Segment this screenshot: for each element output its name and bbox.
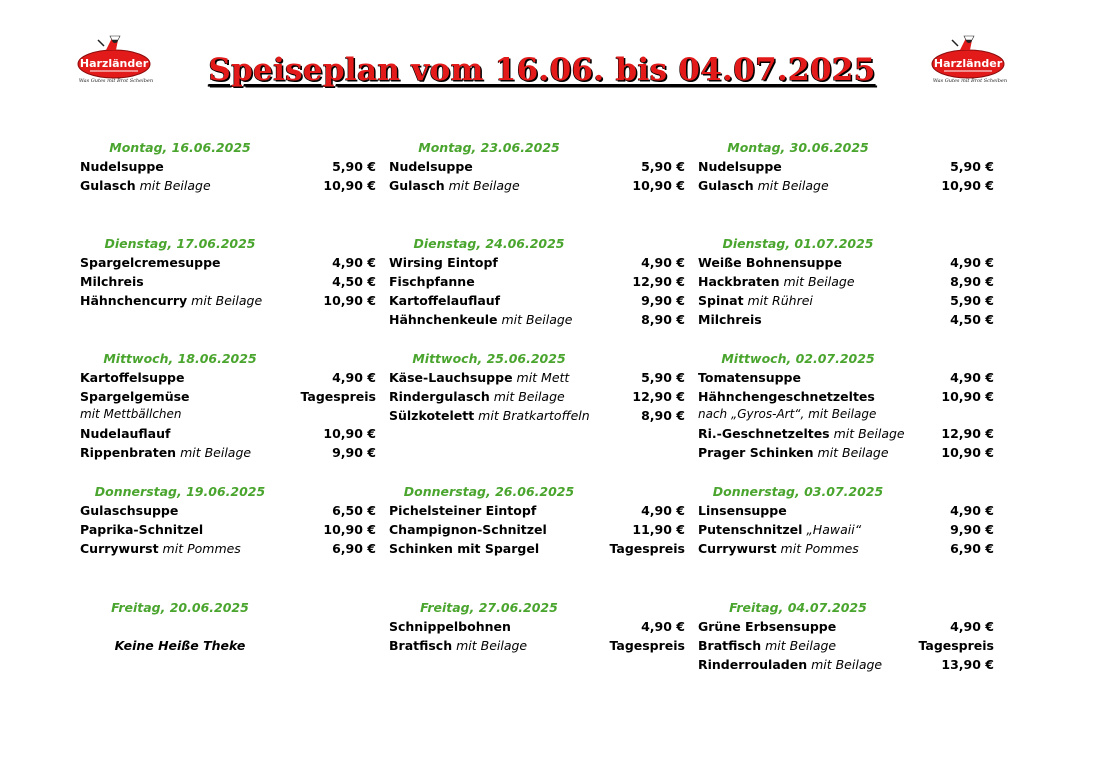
dish-name: Kartoffelauflauf xyxy=(389,293,501,308)
page-title: Speiseplan vom 16.06. bis 04.07.2025 xyxy=(208,52,876,88)
dish-price: 5,90 € xyxy=(641,159,685,174)
dish-description: mit Beilage xyxy=(497,312,573,327)
menu-item xyxy=(389,370,685,389)
menu-item xyxy=(698,159,994,178)
day-heading: Mittwoch, 18.06.2025 xyxy=(103,351,257,366)
logo-brand-text: Harzländer xyxy=(79,57,149,70)
menu-item xyxy=(698,389,994,408)
dish-name: Hähnchengeschnetzeltes xyxy=(698,389,875,404)
dish-price: 11,90 € xyxy=(632,522,685,537)
dish-name: Rindergulasch mit Beilage xyxy=(389,389,565,404)
dish-price: 10,90 € xyxy=(941,389,994,404)
menu-item xyxy=(698,255,994,274)
menu-item xyxy=(80,541,376,560)
menu-item xyxy=(80,389,376,408)
dish-name: Linsensuppe xyxy=(698,503,787,518)
menu-item xyxy=(80,255,376,274)
dish-name: Hackbraten mit Beilage xyxy=(698,274,855,289)
dish-price: 12,90 € xyxy=(941,426,994,441)
dish-name: Ri.-Geschnetzeltes mit Beilage xyxy=(698,426,905,441)
menu-item xyxy=(389,408,685,427)
day-heading: Dienstag, 01.07.2025 xyxy=(722,236,874,251)
day-heading: Dienstag, 17.06.2025 xyxy=(104,236,256,251)
dish-name: Wirsing Eintopf xyxy=(389,255,498,270)
dish-name: Nudelsuppe xyxy=(80,159,164,174)
menu-item xyxy=(389,255,685,274)
dish-name: Hähnchencurry mit Beilage xyxy=(80,293,263,308)
menu-item xyxy=(389,503,685,522)
dish-price: 13,90 € xyxy=(941,657,994,672)
menu-item xyxy=(698,293,994,312)
dish-description: mit Beilage xyxy=(444,178,520,193)
dish-name: Nudelsuppe xyxy=(389,159,473,174)
logo-tagline: Was Gutes mit Brot Scheiben xyxy=(932,78,1008,84)
day-heading: Dienstag, 24.06.2025 xyxy=(413,236,565,251)
menu-item xyxy=(389,159,685,178)
dish-price: 12,90 € xyxy=(632,389,685,404)
dish-price: 10,90 € xyxy=(323,293,376,308)
dish-description: mit Beilage xyxy=(135,178,211,193)
dish-name: Sülzkotelett mit Bratkartoffeln xyxy=(389,408,590,423)
logo-tagline: Was Gutes mit Brot Scheiben xyxy=(78,78,154,84)
menu-item xyxy=(389,389,685,408)
day-heading: Montag, 16.06.2025 xyxy=(109,140,251,155)
dish-price: 10,90 € xyxy=(323,426,376,441)
dish-description: mit Beilage xyxy=(779,274,855,289)
dish-description: mit Bratkartoffeln xyxy=(474,408,590,423)
menu-item xyxy=(698,178,994,197)
dish-price: 6,50 € xyxy=(332,503,376,518)
dish-description: mit Beilage xyxy=(753,178,829,193)
menu-item xyxy=(698,426,994,445)
dish-subline: mit Mettbällchen xyxy=(80,407,182,421)
menu-item xyxy=(698,312,994,331)
menu-item xyxy=(389,522,685,541)
dish-price: 4,90 € xyxy=(641,503,685,518)
dish-price: 5,90 € xyxy=(950,159,994,174)
dish-name: Nudelauflauf xyxy=(80,426,171,441)
dish-name: Fischpfanne xyxy=(389,274,475,289)
dish-name: Hähnchenkeule mit Beilage xyxy=(389,312,573,327)
dish-price: 8,90 € xyxy=(641,312,685,327)
dish-name: Currywurst mit Pommes xyxy=(698,541,859,556)
day-heading: Donnerstag, 03.07.2025 xyxy=(712,484,884,499)
menu-item xyxy=(389,638,685,657)
dish-price: 4,90 € xyxy=(950,619,994,634)
dish-price: 9,90 € xyxy=(950,522,994,537)
menu-item xyxy=(698,541,994,560)
dish-price: 6,90 € xyxy=(332,541,376,556)
dish-name: Milchreis xyxy=(80,274,144,289)
dish-name: Nudelsuppe xyxy=(698,159,782,174)
dish-description: mit Beilage xyxy=(761,638,837,653)
dish-price: 5,90 € xyxy=(950,293,994,308)
dish-price: 10,90 € xyxy=(632,178,685,193)
dish-description: mit Beilage xyxy=(489,389,565,404)
menu-item xyxy=(698,619,994,638)
menu-item xyxy=(698,522,994,541)
dish-name: Grüne Erbsensuppe xyxy=(698,619,837,634)
dish-price: 10,90 € xyxy=(323,522,376,537)
menu-item xyxy=(698,503,994,522)
dish-name: Champignon-Schnitzel xyxy=(389,522,547,537)
dish-price: 4,90 € xyxy=(950,503,994,518)
dish-name: Currywurst mit Pommes xyxy=(80,541,241,556)
menu-item xyxy=(80,445,376,464)
dish-name: Spargelgemüse xyxy=(80,389,190,404)
dish-name: Milchreis xyxy=(698,312,762,327)
menu-item xyxy=(389,178,685,197)
dish-price: 5,90 € xyxy=(641,370,685,385)
menu-item xyxy=(80,503,376,522)
dish-name: Gulaschsuppe xyxy=(80,503,179,518)
dish-name: Prager Schinken mit Beilage xyxy=(698,445,889,460)
menu-item xyxy=(389,619,685,638)
dish-price: Tagespreis xyxy=(300,389,376,404)
menu-item xyxy=(80,159,376,178)
logo-brand-text: Harzländer xyxy=(933,57,1003,70)
dish-name: Bratfisch mit Beilage xyxy=(698,638,837,653)
dish-price: 6,90 € xyxy=(950,541,994,556)
dish-name: Rippenbraten mit Beilage xyxy=(80,445,252,460)
dish-description: „Hawaii“ xyxy=(802,522,862,537)
menu-item xyxy=(80,426,376,445)
dish-price: 4,90 € xyxy=(332,255,376,270)
menu-item xyxy=(80,274,376,293)
menu-item xyxy=(698,638,994,657)
dish-price: 9,90 € xyxy=(641,293,685,308)
dish-description: mit Pommes xyxy=(776,541,859,556)
dish-name: Tomatensuppe xyxy=(698,370,801,385)
day-heading: Freitag, 04.07.2025 xyxy=(729,600,867,615)
dish-name: Bratfisch mit Beilage xyxy=(389,638,528,653)
dish-price: 10,90 € xyxy=(323,178,376,193)
dish-price: 4,50 € xyxy=(950,312,994,327)
dish-subline: nach „Gyros-Art“, mit Beilage xyxy=(698,407,877,421)
menu-item xyxy=(80,370,376,389)
dish-price: 4,50 € xyxy=(332,274,376,289)
dish-price: 9,90 € xyxy=(332,445,376,460)
day-heading: Freitag, 20.06.2025 xyxy=(111,600,249,615)
dish-name: Putenschnitzel „Hawaii“ xyxy=(698,522,862,537)
dish-price: 12,90 € xyxy=(632,274,685,289)
dish-price: 5,90 € xyxy=(332,159,376,174)
menu-item xyxy=(389,274,685,293)
dish-name: Käse-Lauchsuppe mit Mett xyxy=(389,370,570,385)
dish-description: mit Rührei xyxy=(743,293,813,308)
dish-name: Schnippelbohnen xyxy=(389,619,511,634)
dish-description: mit Beilage xyxy=(807,657,883,672)
dish-description: mit Beilage xyxy=(829,426,905,441)
day-heading: Mittwoch, 25.06.2025 xyxy=(412,351,566,366)
dish-price: Tagespreis xyxy=(918,638,994,653)
menu-item xyxy=(80,522,376,541)
dish-price: Tagespreis xyxy=(609,638,685,653)
dish-price: 8,90 € xyxy=(950,274,994,289)
dish-price: 4,90 € xyxy=(950,255,994,270)
day-heading: Mittwoch, 02.07.2025 xyxy=(721,351,875,366)
dish-description: mit Beilage xyxy=(187,293,263,308)
dish-name: Pichelsteiner Eintopf xyxy=(389,503,537,518)
dish-name: Gulasch mit Beilage xyxy=(698,178,829,193)
dish-description: mit Beilage xyxy=(452,638,528,653)
dish-price: 4,90 € xyxy=(332,370,376,385)
dish-name: Paprika-Schnitzel xyxy=(80,522,204,537)
dish-price: 4,90 € xyxy=(950,370,994,385)
dish-price: 10,90 € xyxy=(941,178,994,193)
menu-item xyxy=(698,445,994,464)
day-heading: Donnerstag, 26.06.2025 xyxy=(403,484,575,499)
dish-price: 8,90 € xyxy=(641,408,685,423)
dish-price: 4,90 € xyxy=(641,255,685,270)
dish-name: Spinat mit Rührei xyxy=(698,293,813,308)
day-heading: Freitag, 27.06.2025 xyxy=(420,600,558,615)
dish-name: Schinken mit Spargel xyxy=(389,541,540,556)
dish-name: Gulasch mit Beilage xyxy=(389,178,520,193)
closed-notice: Keine Heiße Theke xyxy=(114,638,246,653)
day-heading: Donnerstag, 19.06.2025 xyxy=(94,484,266,499)
dish-name: Kartoffelsuppe xyxy=(80,370,185,385)
day-heading: Montag, 23.06.2025 xyxy=(418,140,560,155)
menu-item xyxy=(698,657,994,676)
menu-item xyxy=(389,293,685,312)
dish-name: Gulasch mit Beilage xyxy=(80,178,211,193)
dish-price: Tagespreis xyxy=(609,541,685,556)
day-heading: Montag, 30.06.2025 xyxy=(727,140,869,155)
menu-item xyxy=(389,312,685,331)
dish-name: Weiße Bohnensuppe xyxy=(698,255,842,270)
dish-description: mit Beilage xyxy=(813,445,889,460)
dish-description: mit Beilage xyxy=(176,445,252,460)
menu-item xyxy=(80,178,376,197)
menu-item xyxy=(698,274,994,293)
dish-name: Rinderrouladen mit Beilage xyxy=(698,657,883,672)
menu-item xyxy=(389,541,685,560)
menu-item xyxy=(80,293,376,312)
dish-description: mit Mett xyxy=(512,370,570,385)
dish-description: mit Pommes xyxy=(158,541,241,556)
menu-item xyxy=(698,370,994,389)
dish-price: 10,90 € xyxy=(941,445,994,460)
dish-price: 4,90 € xyxy=(641,619,685,634)
dish-name: Spargelcremesuppe xyxy=(80,255,221,270)
